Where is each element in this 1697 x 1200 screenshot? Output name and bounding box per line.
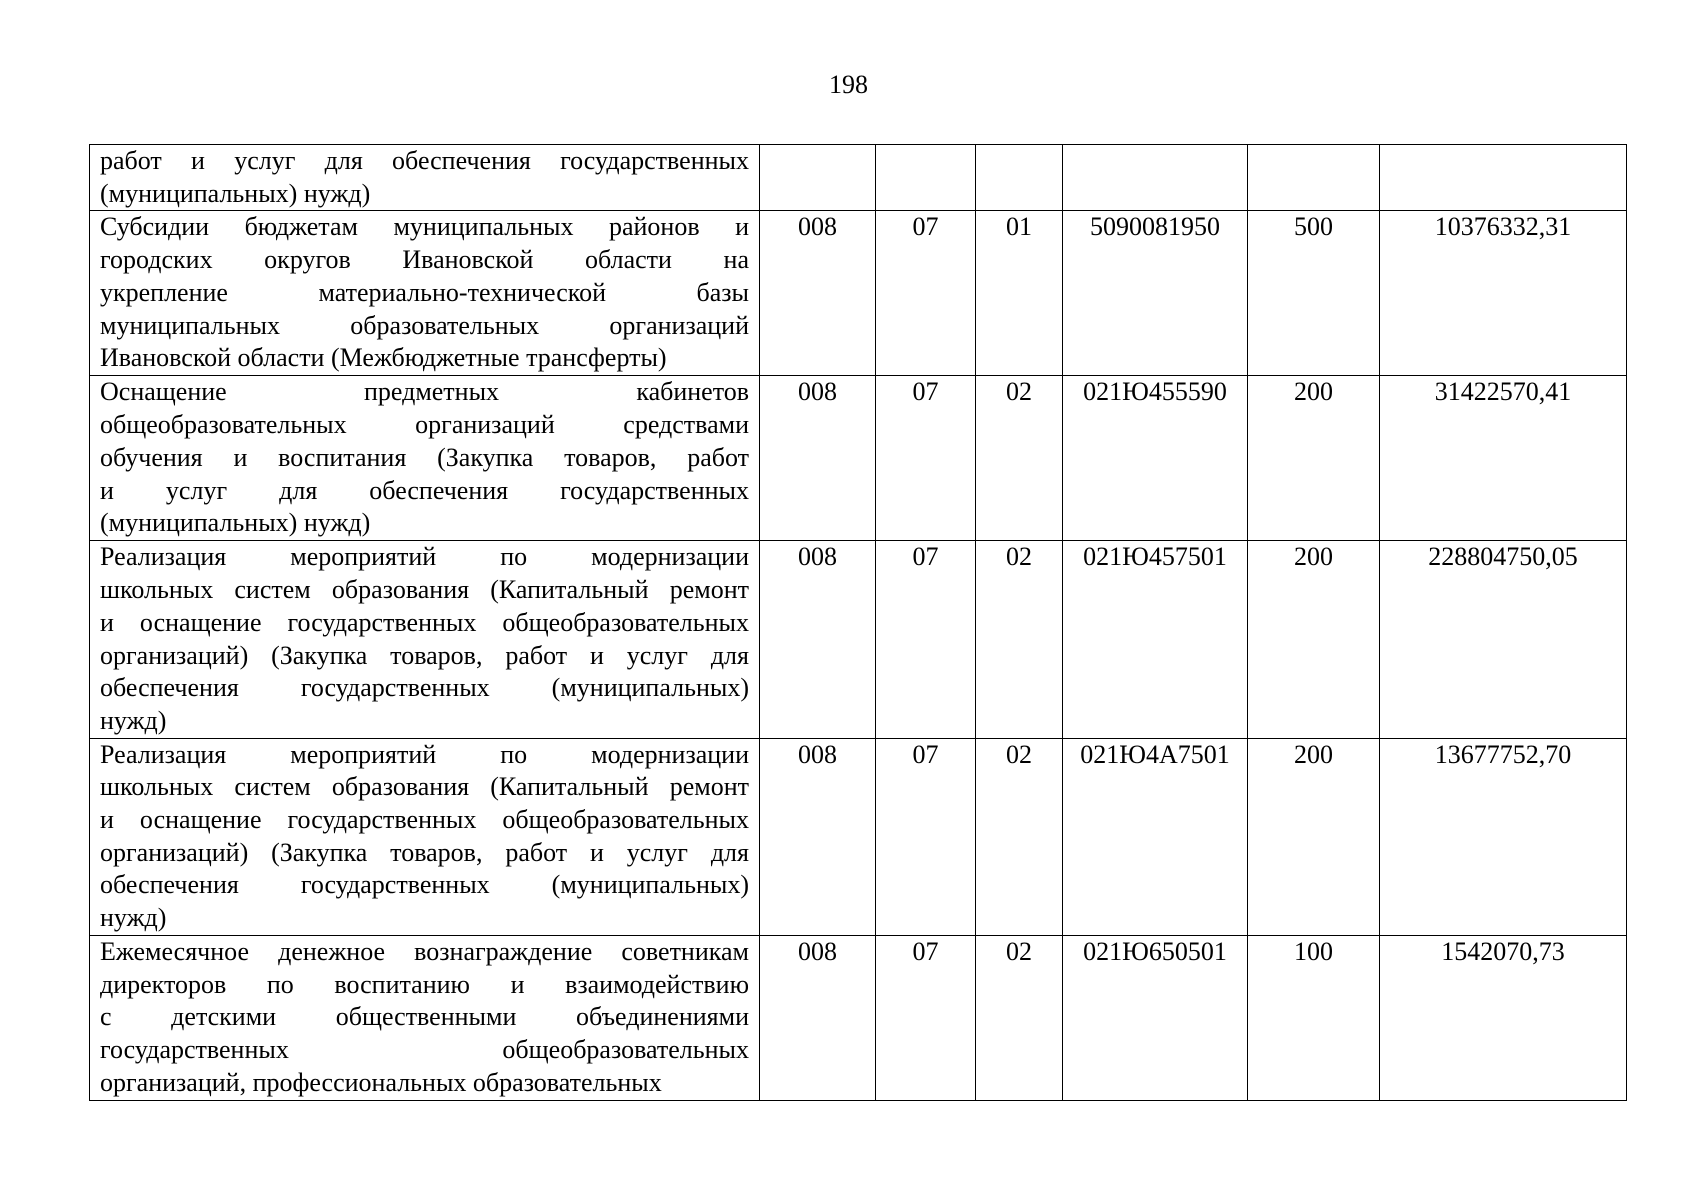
cell-target-article: 5090081950	[1063, 211, 1248, 376]
description-line: государственных общеобразовательных	[100, 1034, 749, 1064]
description-line: организаций) (Закупка товаров, работ и услуг для	[100, 837, 749, 867]
description-line: обеспечения государственных (муниципальных)	[100, 870, 749, 900]
cell-description	[90, 935, 760, 1100]
cell-section-code: 07	[876, 738, 976, 935]
description-line: (муниципальных) нужд)	[100, 178, 371, 208]
description-line: Оснащение предметных кабинетов	[100, 377, 749, 407]
description-line: Субсидии бюджетам муниципальных районов и	[100, 212, 749, 242]
description-line: обеспечения государственных (муниципальных)	[100, 673, 749, 703]
cell-amount: 31422570,41	[1380, 376, 1627, 541]
table-row	[90, 738, 1627, 935]
cell-subsection-code: 02	[976, 541, 1063, 738]
cell-ministry-code	[760, 145, 876, 211]
cell-amount: 13677752,70	[1380, 738, 1627, 935]
description-line: и оснащение государственных общеобразовательных	[100, 805, 749, 835]
cell-ministry-code: 008	[760, 211, 876, 376]
description-line: организаций, профессиональных образовательных	[100, 1067, 662, 1097]
cell-subsection-code: 02	[976, 376, 1063, 541]
description-line: с детскими общественными объединениями	[100, 1002, 749, 1032]
description-line: укрепление материально-технической базы	[100, 277, 749, 307]
cell-target-article: 021Ю455590	[1063, 376, 1248, 541]
description-line: Ивановской области (Межбюджетные трансферты)	[100, 343, 667, 373]
cell-target-article	[1063, 145, 1248, 211]
cell-expense-type: 500	[1248, 211, 1380, 376]
table-row	[90, 211, 1627, 376]
description-line: Ежемесячное денежное вознаграждение советникам	[100, 936, 749, 966]
cell-ministry-code: 008	[760, 376, 876, 541]
cell-ministry-code: 008	[760, 541, 876, 738]
cell-description	[90, 211, 760, 376]
cell-ministry-code: 008	[760, 738, 876, 935]
description-line: нужд)	[100, 903, 167, 933]
description-line: (муниципальных) нужд)	[100, 508, 371, 538]
description-line: и услуг для обеспечения государственных	[100, 475, 749, 505]
description-line: работ и услуг для обеспечения государственных	[100, 146, 749, 175]
cell-amount	[1380, 145, 1627, 211]
cell-expense-type	[1248, 145, 1380, 211]
table-row	[90, 935, 1627, 1100]
page-number: 198	[829, 70, 868, 99]
budget-table	[89, 144, 1627, 1101]
description-line: Реализация мероприятий по модернизации	[100, 542, 749, 572]
cell-section-code: 07	[876, 211, 976, 376]
cell-expense-type: 200	[1248, 541, 1380, 738]
cell-amount: 228804750,05	[1380, 541, 1627, 738]
cell-subsection-code: 02	[976, 738, 1063, 935]
description-line: Реализация мероприятий по модернизации	[100, 739, 749, 769]
cell-description	[90, 541, 760, 738]
description-line: организаций) (Закупка товаров, работ и услуг для	[100, 640, 749, 670]
cell-expense-type: 200	[1248, 738, 1380, 935]
cell-section-code: 07	[876, 376, 976, 541]
cell-subsection-code: 01	[976, 211, 1063, 376]
cell-section-code: 07	[876, 541, 976, 738]
description-line: общеобразовательных организаций средствами	[100, 410, 749, 440]
description-line: муниципальных образовательных организаций	[100, 310, 749, 340]
table-body	[90, 145, 1627, 1101]
description-line: директоров по воспитанию и взаимодействию	[100, 969, 749, 999]
description-line: нужд)	[100, 705, 167, 735]
cell-section-code	[876, 145, 976, 211]
cell-description	[90, 738, 760, 935]
description-line: городских округов Ивановской области на	[100, 245, 749, 275]
table-row	[90, 541, 1627, 738]
cell-subsection-code: 02	[976, 935, 1063, 1100]
cell-amount: 10376332,31	[1380, 211, 1627, 376]
table-row	[90, 145, 1627, 211]
cell-description	[90, 376, 760, 541]
cell-expense-type: 200	[1248, 376, 1380, 541]
cell-expense-type: 100	[1248, 935, 1380, 1100]
cell-subsection-code	[976, 145, 1063, 211]
description-line: школьных систем образования (Капитальный ремонт	[100, 772, 749, 802]
cell-ministry-code: 008	[760, 935, 876, 1100]
description-line: и оснащение государственных общеобразовательных	[100, 607, 749, 637]
cell-target-article: 021Ю4А7501	[1063, 738, 1248, 935]
cell-section-code: 07	[876, 935, 976, 1100]
cell-description	[90, 145, 760, 211]
table-row	[90, 376, 1627, 541]
description-line: обучения и воспитания (Закупка товаров, работ	[100, 442, 749, 472]
cell-target-article: 021Ю457501	[1063, 541, 1248, 738]
description-line: школьных систем образования (Капитальный ремонт	[100, 575, 749, 605]
cell-amount: 1542070,73	[1380, 935, 1627, 1100]
cell-target-article: 021Ю650501	[1063, 935, 1248, 1100]
